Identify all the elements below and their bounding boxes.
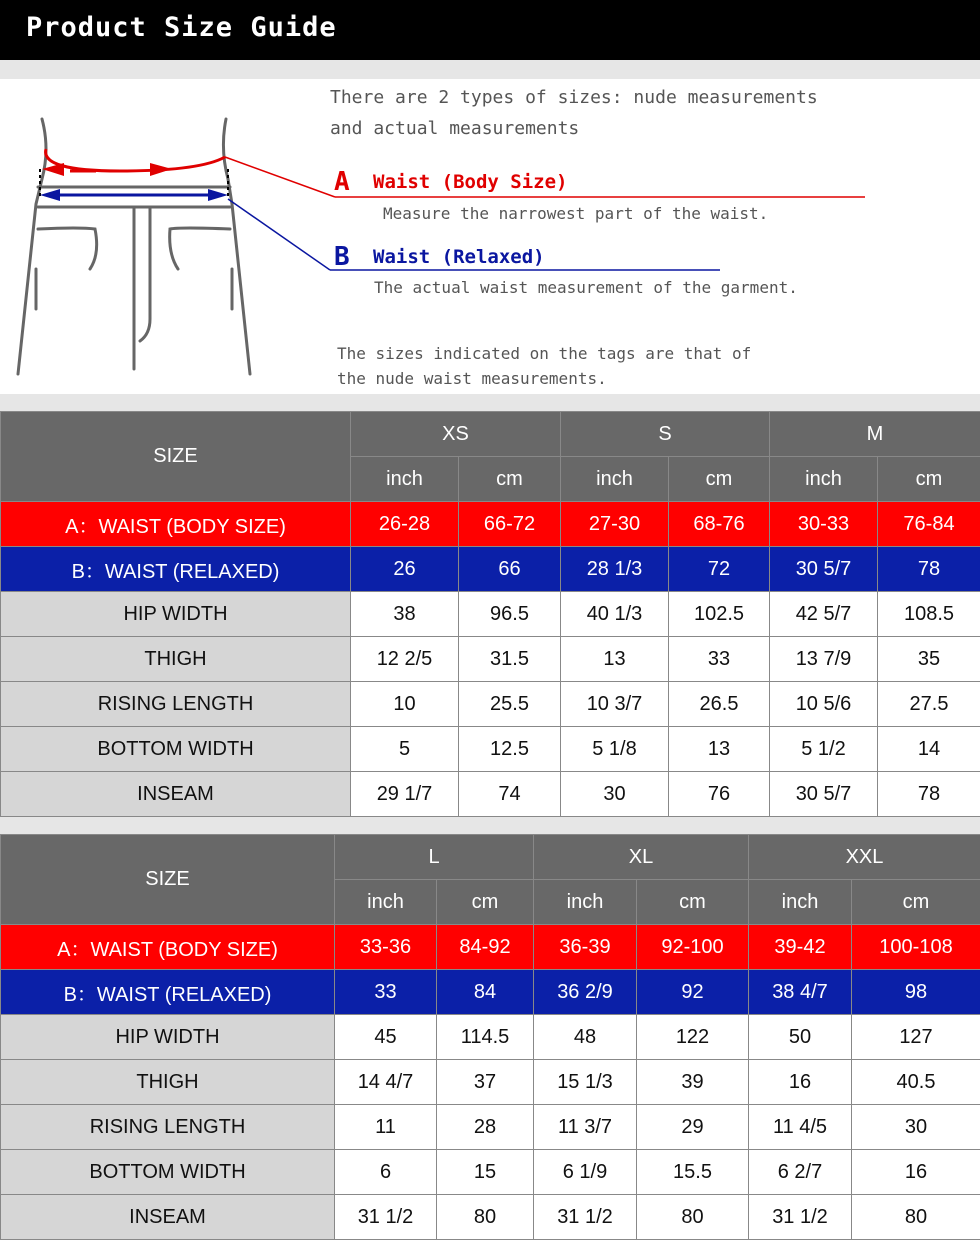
table-row-hip-width	[1, 1015, 980, 1060]
table-row-thigh	[1, 637, 980, 682]
table-cell: 16	[852, 1150, 980, 1195]
table-cell: 14	[878, 727, 980, 772]
table-cell: 37	[437, 1060, 534, 1105]
table-row-hip-width	[1, 592, 980, 637]
table-cell: 16	[749, 1060, 852, 1105]
table-cell: 127	[852, 1015, 980, 1060]
table-cell: 26	[351, 547, 459, 592]
row-label: RISING LENGTH	[1, 1105, 335, 1150]
table-cell: 38 4/7	[749, 970, 852, 1015]
table-cell: 28 1/3	[561, 547, 669, 592]
size-xxl-header: XXL	[749, 835, 980, 880]
waist-diagram	[0, 79, 980, 394]
table-row-rising-length	[1, 1105, 980, 1150]
page-title: Product Size Guide	[26, 12, 337, 43]
table-cell: 26-28	[351, 502, 459, 547]
table-cell: 80	[852, 1195, 980, 1240]
row-label: HIP WIDTH	[1, 1015, 335, 1060]
row-label: THIGH	[1, 637, 351, 682]
table-cell: 15.5	[637, 1150, 749, 1195]
page-header	[0, 0, 980, 60]
table-cell: 68-76	[669, 502, 770, 547]
table-cell: 40 1/3	[561, 592, 669, 637]
table-cell: 27.5	[878, 682, 980, 727]
table-cell: 30	[852, 1105, 980, 1150]
unit-header: inch	[770, 457, 878, 502]
size-table-1	[0, 411, 980, 817]
unit-header: inch	[749, 880, 852, 925]
table-row-waist-relaxed	[1, 547, 980, 592]
unit-header: cm	[637, 880, 749, 925]
row-label: BOTTOM WIDTH	[1, 727, 351, 772]
size-s-header: S	[561, 412, 770, 457]
intro-line-1: There are 2 types of sizes: nude measurements	[330, 87, 818, 108]
row-label: THIGH	[1, 1060, 335, 1105]
table-cell: 30	[561, 772, 669, 817]
table-cell: 40.5	[852, 1060, 980, 1105]
table-cell: 31 1/2	[749, 1195, 852, 1240]
size-xs-header: XS	[351, 412, 561, 457]
table-cell: 6 1/9	[534, 1150, 637, 1195]
unit-header: inch	[335, 880, 437, 925]
table-row-waist-body-size	[1, 502, 980, 547]
row-label: RISING LENGTH	[1, 682, 351, 727]
table-row-inseam	[1, 772, 980, 817]
table-row-bottom-width	[1, 727, 980, 772]
table-row-waist-body-size	[1, 925, 980, 970]
table-cell: 84	[437, 970, 534, 1015]
table-cell: 15	[437, 1150, 534, 1195]
table-cell: 66	[459, 547, 561, 592]
table-cell: 27-30	[561, 502, 669, 547]
note-line-1: The sizes indicated on the tags are that of	[337, 344, 751, 363]
table-cell: 29 1/7	[351, 772, 459, 817]
table-cell: 14 4/7	[335, 1060, 437, 1105]
table-cell: 13 7/9	[770, 637, 878, 682]
size-header: SIZE	[1, 835, 335, 925]
table-cell: 10 3/7	[561, 682, 669, 727]
table-row-bottom-width	[1, 1150, 980, 1195]
row-label: BOTTOM WIDTH	[1, 1150, 335, 1195]
row-label: INSEAM	[1, 772, 351, 817]
table-cell: 42 5/7	[770, 592, 878, 637]
label-b-letter: B	[334, 242, 350, 272]
table-cell: 26.5	[669, 682, 770, 727]
table-cell: 10 5/6	[770, 682, 878, 727]
unit-header: inch	[534, 880, 637, 925]
table-cell: 76-84	[878, 502, 980, 547]
table-cell: 122	[637, 1015, 749, 1060]
row-label: INSEAM	[1, 1195, 335, 1240]
table-cell: 100-108	[852, 925, 980, 970]
intro-line-2: and actual measurements	[330, 118, 579, 139]
table-cell: 10	[351, 682, 459, 727]
table-cell: 35	[878, 637, 980, 682]
unit-header: cm	[852, 880, 980, 925]
table-cell: 31 1/2	[534, 1195, 637, 1240]
table-cell: 36 2/9	[534, 970, 637, 1015]
table-cell: 31.5	[459, 637, 561, 682]
row-label: A：WAIST (BODY SIZE)	[1, 502, 351, 547]
table-cell: 98	[852, 970, 980, 1015]
table-cell: 5 1/8	[561, 727, 669, 772]
table-cell: 96.5	[459, 592, 561, 637]
table-cell: 108.5	[878, 592, 980, 637]
label-a-title: Waist (Body Size)	[373, 171, 567, 193]
table-row-thigh	[1, 1060, 980, 1105]
unit-header: cm	[459, 457, 561, 502]
unit-header: inch	[561, 457, 669, 502]
table-cell: 25.5	[459, 682, 561, 727]
label-a-letter: A	[334, 167, 350, 197]
table-cell: 11	[335, 1105, 437, 1150]
table-cell: 66-72	[459, 502, 561, 547]
row-label: A：WAIST (BODY SIZE)	[1, 925, 335, 970]
size-table-2	[0, 834, 980, 1240]
table-cell: 13	[669, 727, 770, 772]
table-cell: 36-39	[534, 925, 637, 970]
table-cell: 48	[534, 1015, 637, 1060]
table-cell: 38	[351, 592, 459, 637]
table-cell: 114.5	[437, 1015, 534, 1060]
table-cell: 92-100	[637, 925, 749, 970]
table-cell: 92	[637, 970, 749, 1015]
table-cell: 39	[637, 1060, 749, 1105]
unit-header: cm	[437, 880, 534, 925]
table-cell: 76	[669, 772, 770, 817]
table-row-waist-relaxed	[1, 970, 980, 1015]
table-cell: 30 5/7	[770, 772, 878, 817]
table-cell: 6	[335, 1150, 437, 1195]
table-cell: 6 2/7	[749, 1150, 852, 1195]
table-cell: 74	[459, 772, 561, 817]
label-b-description: The actual waist measurement of the garment.	[374, 278, 798, 297]
table-cell: 50	[749, 1015, 852, 1060]
table-cell: 33-36	[335, 925, 437, 970]
table-cell: 45	[335, 1015, 437, 1060]
size-xl-header: XL	[534, 835, 749, 880]
table-cell: 39-42	[749, 925, 852, 970]
unit-header: cm	[878, 457, 980, 502]
table-cell: 11 3/7	[534, 1105, 637, 1150]
table-cell: 12.5	[459, 727, 561, 772]
table-cell: 80	[437, 1195, 534, 1240]
table-cell: 28	[437, 1105, 534, 1150]
table-cell: 102.5	[669, 592, 770, 637]
size-m-header: M	[770, 412, 980, 457]
table-cell: 12 2/5	[351, 637, 459, 682]
table-cell: 5	[351, 727, 459, 772]
table-cell: 80	[637, 1195, 749, 1240]
label-b-title: Waist (Relaxed)	[373, 246, 545, 268]
table-cell: 29	[637, 1105, 749, 1150]
table-cell: 30-33	[770, 502, 878, 547]
table-cell: 11 4/5	[749, 1105, 852, 1150]
table-cell: 78	[878, 547, 980, 592]
size-header: SIZE	[1, 412, 351, 502]
table-cell: 72	[669, 547, 770, 592]
row-label: B：WAIST (RELAXED)	[1, 547, 351, 592]
table-cell: 33	[669, 637, 770, 682]
table-cell: 5 1/2	[770, 727, 878, 772]
table-row-inseam	[1, 1195, 980, 1240]
label-a-description: Measure the narrowest part of the waist.	[383, 204, 768, 223]
table-cell: 13	[561, 637, 669, 682]
table-cell: 15 1/3	[534, 1060, 637, 1105]
note-line-2: the nude waist measurements.	[337, 369, 607, 388]
size-l-header: L	[335, 835, 534, 880]
table-row-rising-length	[1, 682, 980, 727]
table-cell: 84-92	[437, 925, 534, 970]
unit-header: inch	[351, 457, 459, 502]
table-cell: 33	[335, 970, 437, 1015]
row-label: HIP WIDTH	[1, 592, 351, 637]
table-cell: 31 1/2	[335, 1195, 437, 1240]
table-cell: 30 5/7	[770, 547, 878, 592]
table-cell: 78	[878, 772, 980, 817]
unit-header: cm	[669, 457, 770, 502]
row-label: B：WAIST (RELAXED)	[1, 970, 335, 1015]
